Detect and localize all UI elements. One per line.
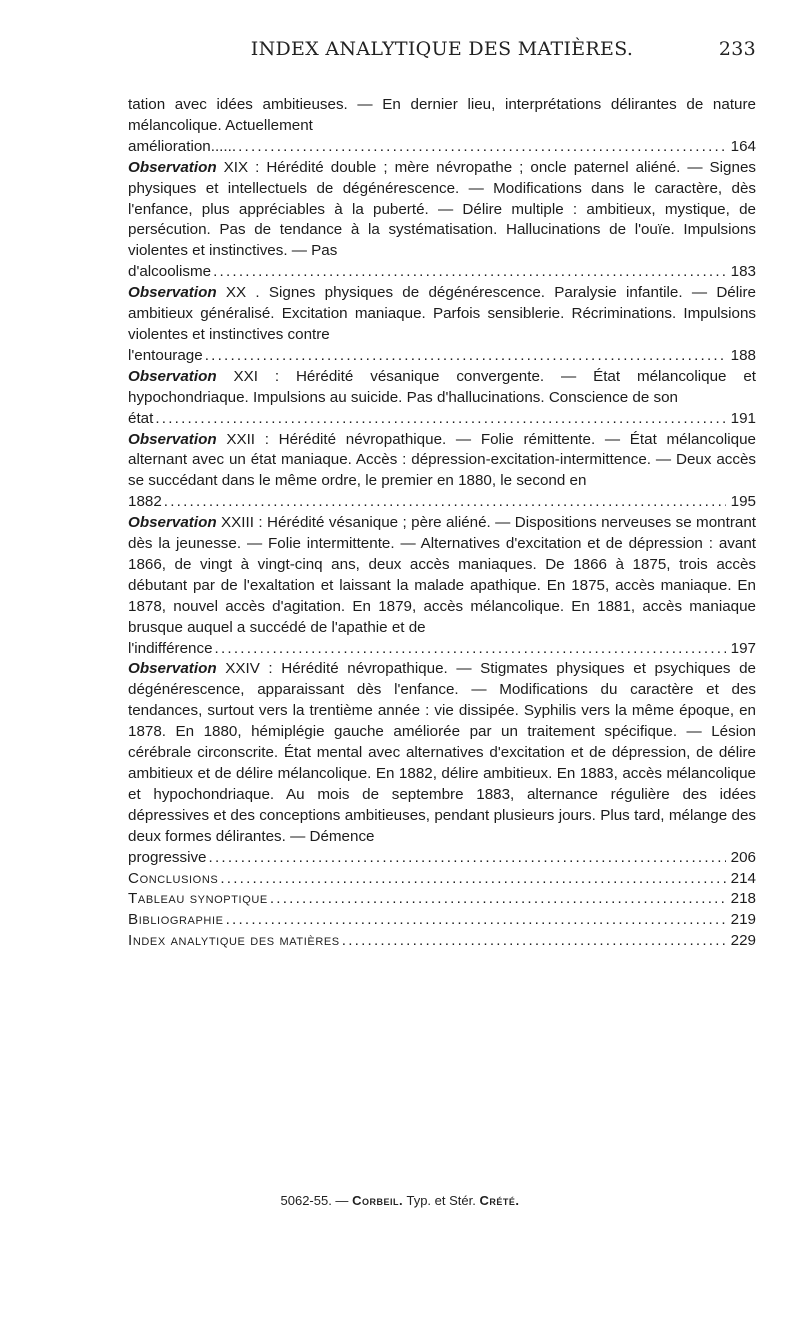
entry-page-number: 197 [730,639,756,657]
printer-imprint [0,1193,800,1208]
table-of-contents [128,95,756,952]
running-header [128,38,756,60]
leader-dots [205,346,726,367]
leader-dots [342,931,726,952]
entry-label: Observation [128,514,217,532]
section-page-number: 219 [730,911,756,929]
entry-text: XXIII : Hérédité vésanique ; père aliéné. — Dispositions nerveuses se montrant dès la jeunesse. — Folie intermittente. — Alternatives d'excitation et de dépression : avant 1866, de vingt à vingt-cinq ans, deux accès maniaques. De 1866 à 1875, trois accès débutant par de l'exaltation et laissant la malade apathique. En 1875, accès maniaque. En 1878, nouvel accès d'agitation. En 1879, accès mélancolique. En 1881, accès maniaque brusque auquel a succédé de l'apathie et de [128,514,756,636]
toc-section-index[interactable] [128,931,756,952]
entry-last-text: amélioration...... [128,137,237,155]
imprint-printer: Corbeil. [352,1193,404,1208]
header-title: INDEX ANALYTIQUE DES MATIÈRES. [250,38,634,60]
entry-label: Observation [128,660,217,678]
section-title: Bibliographie [128,911,224,929]
entry-page-number: 164 [730,137,756,155]
section-page-number: 229 [730,932,756,950]
entry-page-number: 183 [730,263,756,281]
toc-entry[interactable] [128,158,756,283]
entry-last-text: d'alcoolisme [128,263,212,281]
entry-text: XXIV : Hérédité névropathique. — Stigmates physiques et psychiques de dégénérescence, apparaissant dès l'enfance. — Modifications du caractère et des tendances, surtout vers la trentième année : vie dissipée. Syphilis vers la même époque, en 1878. En 1880, hémiplégie gauche améliorée par un traitement spécifique. — Lésion cérébrale circonscrite. État mental avec alternatives d'excitation et de dépression, de délire ambitieux et de délire mélancolique. En 1882, délire ambitieux. En 1883, accès mélancolique et hypochondriaque. Au mois de septembre 1883, alternance régulière des idées dépressives et des conceptions ambitieuses, pendant plusieurs jours. Plus tard, mélange des deux formes délirantes. — Démence [128,660,756,845]
leader-dots [209,848,726,869]
entry-label: Observation [128,284,217,302]
leader-dots [215,639,726,660]
leader-dots [226,910,726,931]
entry-last-text: progressive [128,848,207,866]
toc-entry[interactable] [128,95,756,158]
toc-entry[interactable] [128,367,756,430]
entry-label: Observation [128,430,217,448]
imprint-rest: Typ. et Stér. [406,1193,476,1208]
toc-section-bibliographie[interactable] [128,910,756,931]
section-page-number: 218 [730,890,756,908]
section-title: Conclusions [128,869,219,887]
imprint-name: Crété. [479,1193,520,1208]
leader-dots [164,492,726,513]
toc-section-conclusions[interactable] [128,869,756,890]
leader-dots [238,137,726,158]
toc-section-tableau-synoptique[interactable] [128,889,756,910]
imprint-job: 5062-55. — [280,1193,349,1208]
entry-text: tation avec idées ambitieuses. — En dernier lieu, interprétations délirantes de nature mélancolique. Actuellement [128,96,756,134]
entry-text: XXI : Hérédité vésanique convergente. — État mélancolique et hypochondriaque. Impulsions au suicide. Pas d'hallucinations. Conscience de son [128,367,756,406]
entry-last-text: l'indifférence [128,639,213,657]
section-title: Index analytique des matières [128,932,340,950]
header-page-number: 233 [718,38,756,60]
leader-dots [213,262,726,283]
toc-entry[interactable] [128,430,756,514]
leader-dots [220,869,726,890]
entry-page-number: 188 [730,346,756,364]
leader-dots [155,409,726,430]
leader-dots [270,889,726,910]
entry-last-text: 1882 [128,493,162,511]
entry-label: Observation [128,158,217,176]
entry-text: XXII : Hérédité névropathique. — Folie rémittente. — État mélancolique alternant avec un état maniaque. Accès : dépression-excitation-intermittence. — Deux accès se succédant dans le même ordre, le premier en 1880, le second en [128,430,756,490]
entry-page-number: 206 [730,848,756,866]
toc-entry[interactable] [128,513,756,659]
toc-entry[interactable] [128,283,756,367]
entry-text: XIX : Hérédité double ; mère névropathe ; oncle paternel aliéné. — Signes physiques et intellectuels de dégénérescence. — Modifications dans le caractère, dès l'enfance, plus appréciables à la puberté. — Délire multiple : ambitieux, mystique, de persécution. Pas de tendance à la systématisation. Hallucinations de l'ouïe. Impulsions violentes et instinctives. — Pas [128,158,756,260]
section-page-number: 214 [730,869,756,887]
section-title: Tableau synoptique [128,890,268,908]
entry-label: Observation [128,367,217,385]
entry-last-text: état [128,409,154,427]
entry-text: XX . Signes physiques de dégénérescence. Paralysie infantile. — Délire ambitieux généralisé. Excitation maniaque. Parfois sensiblerie. Récriminations. Impulsions violentes et instinctives contre [128,284,756,343]
entry-last-text: l'entourage [128,346,203,364]
entry-page-number: 191 [730,409,756,427]
toc-entry[interactable] [128,659,756,868]
entry-page-number: 195 [730,493,756,511]
